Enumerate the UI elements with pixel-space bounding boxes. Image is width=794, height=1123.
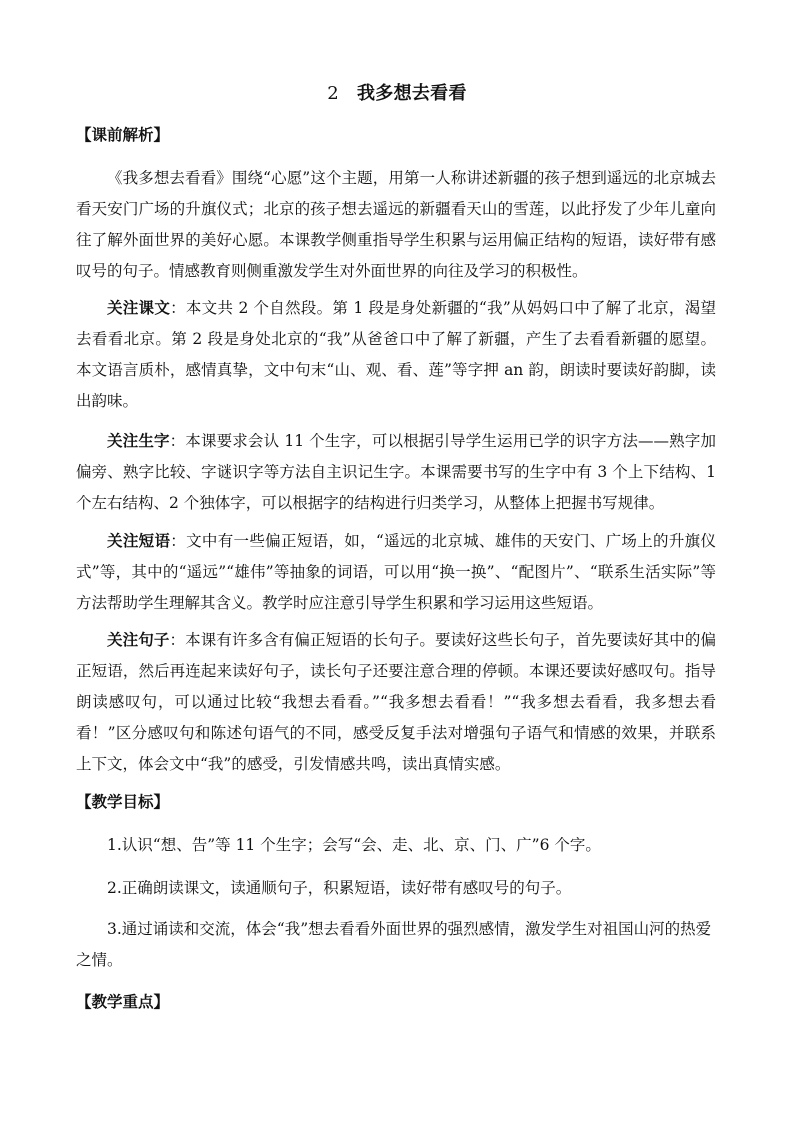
focus-chars-paragraph (76, 425, 716, 519)
objective-item-2: 2.正确朗读课文，读通顺句子，积累短语，读好带有感叹号的句子。 (107, 879, 572, 897)
lesson-number: 2 (327, 83, 339, 104)
focus-sentences-lead: 关注句子 (107, 630, 170, 649)
focus-text-paragraph (76, 292, 716, 417)
lesson-title-text: 我多想去看看 (356, 83, 467, 104)
focus-sentences-body: ：本课有许多含有偏正短语的长句子。要读好这些长句子，首先要读好其中的偏正短语，然后再连起来读好句子，读长句子还要注意合理的停顿。本课还要读好感叹句。指导朗读感叹句，可以通过比较“我想去看看。”“我多想去看看！”“我多想去看看，我多想去看看！”区分感叹句和陈述句语气的不同，感受反复手法对增强句子语气和情感的效果，并联系上下文，体会文中“我”的感受，引发情感共鸣，读出真情实感。 (76, 631, 716, 773)
focus-chars-body: ：本课要求会认 11 个生字，可以根据引导学生运用已学的识字方法——熟字加偏旁、熟字比较、字谜识字等方法自主识记生字。本课需要书写的生字中有 3 个上下结构、1 个左右结构、2 个独体字，可以根据字的结构进行归类学习，从整体上把握书写规律。 (76, 432, 716, 512)
focus-chars-lead: 关注生字 (107, 431, 170, 450)
focus-text-lead: 关注课文 (107, 298, 171, 317)
objective-item-1: 1.认识“想、告”等 11 个生字；会写“会、走、北、京、门、广”6 个字。 (107, 836, 601, 854)
objectives-heading: 【教学目标】 (76, 792, 170, 811)
key-points-heading: 【教学重点】 (76, 992, 170, 1011)
focus-sentences-paragraph (76, 624, 716, 780)
focus-text-body: ：本文共 2 个自然段。第 1 段是身处新疆的“我”从妈妈口中了解了北京，渴望去看看北京。第 2 段是身处北京的“我”从爸爸口中了解了新疆，产生了去看看新疆的愿望。本文语言质朴，感情真挚，文中句末“山、观、看、莲”等字押 an 韵，朗读时要读好韵脚，读出韵味。 (76, 299, 716, 410)
pre-analysis-heading: 【课前解析】 (76, 125, 170, 144)
lesson-title (0, 81, 794, 107)
objective-item-3: 3.通过诵读和交流，体会“我”想去看看外面世界的强烈感情，激发学生对祖国山河的热爱之情。 (76, 920, 712, 969)
focus-phrases-paragraph (76, 525, 716, 619)
focus-phrases-lead: 关注短语 (107, 531, 171, 550)
pre-analysis-intro: 《我多想去看看》围绕“心愿”这个主题，用第一人称讲述新疆的孩子想到遥远的北京城去看天安门广场的升旗仪式；北京的孩子想去遥远的新疆看天山的雪莲，以此抒发了少年儿童向往了解外面世界的美好心愿。本课教学侧重指导学生积累与运用偏正结构的短语，读好带有感叹号的句子。情感教育则侧重激发学生对外面世界的向往及学习的积极性。 (76, 169, 716, 280)
focus-phrases-body: ：文中有一些偏正短语，如，“遥远的北京城、雄伟的天安门、广场上的升旗仪式”等，其中的“遥远”“雄伟”等抽象的词语，可以用“换一换”、“配图片”、“联系生活实际”等方法帮助学生理解其含义。教学时应注意引导学生积累和学习运用这些短语。 (76, 532, 716, 612)
